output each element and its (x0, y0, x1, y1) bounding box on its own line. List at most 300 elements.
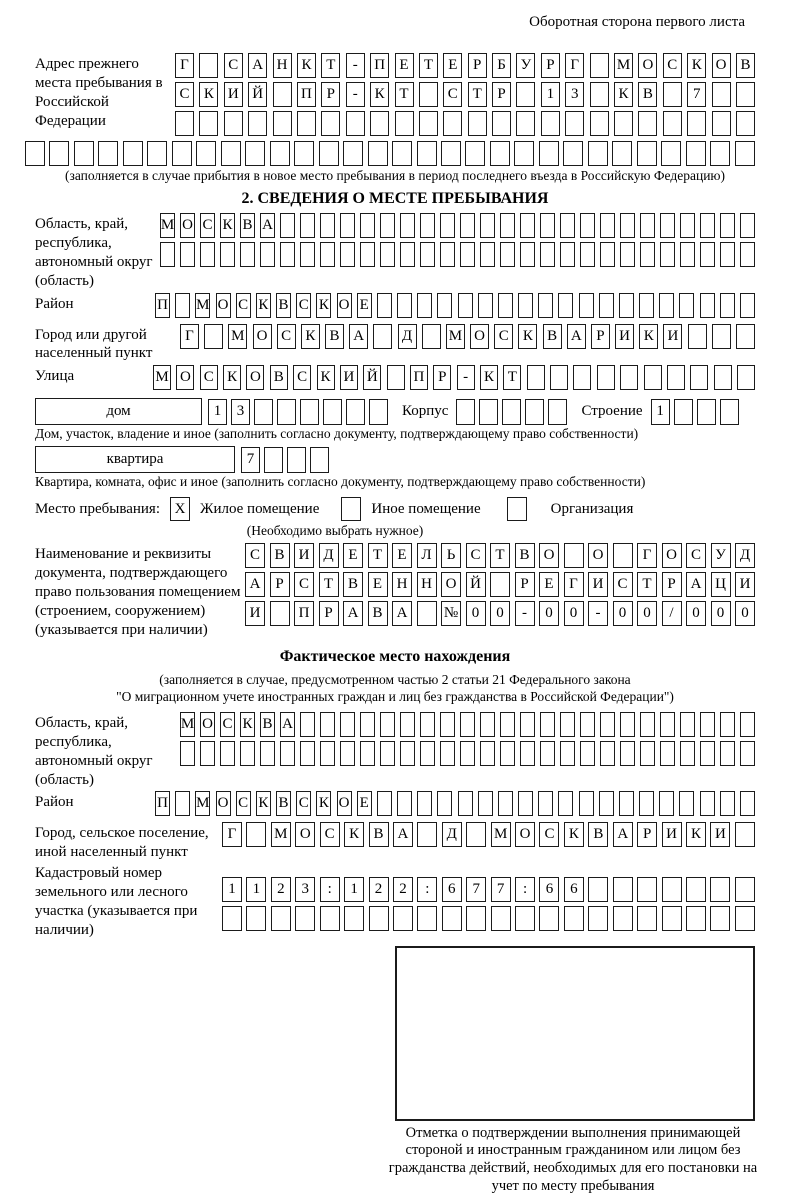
char-box[interactable]: Т (490, 543, 510, 568)
char-box[interactable] (440, 712, 455, 737)
char-box[interactable] (712, 111, 731, 136)
char-box[interactable]: П (410, 365, 428, 390)
char-box[interactable] (573, 365, 591, 390)
char-box[interactable]: Т (419, 53, 438, 78)
char-box[interactable] (548, 399, 567, 425)
char-box[interactable] (380, 213, 395, 238)
char-box[interactable] (500, 741, 515, 766)
char-box[interactable]: О (176, 365, 194, 390)
char-box[interactable] (700, 242, 715, 267)
char-box[interactable]: К (370, 82, 389, 107)
char-box[interactable] (714, 365, 732, 390)
char-box[interactable]: 2 (271, 877, 291, 902)
char-box[interactable] (380, 242, 395, 267)
char-box[interactable] (443, 111, 462, 136)
char-box[interactable] (700, 293, 715, 318)
char-box[interactable]: К (223, 365, 241, 390)
char-box[interactable] (712, 324, 731, 349)
char-box[interactable] (540, 741, 555, 766)
char-box[interactable] (735, 877, 755, 902)
char-box[interactable] (480, 741, 495, 766)
char-box[interactable] (417, 293, 432, 318)
char-box[interactable] (320, 213, 335, 238)
char-box[interactable] (686, 877, 706, 902)
char-box[interactable]: К (317, 365, 335, 390)
char-box[interactable]: П (155, 791, 170, 816)
char-box[interactable] (246, 822, 266, 847)
char-box[interactable]: Н (273, 53, 292, 78)
char-box[interactable] (700, 712, 715, 737)
char-box[interactable] (490, 141, 510, 166)
char-box[interactable] (480, 712, 495, 737)
char-box[interactable]: В (276, 293, 291, 318)
char-box[interactable] (740, 712, 755, 737)
char-box[interactable]: О (216, 293, 231, 318)
char-box[interactable] (417, 906, 437, 931)
char-box[interactable] (340, 242, 355, 267)
char-box[interactable] (644, 365, 662, 390)
char-box[interactable] (613, 877, 633, 902)
char-box[interactable] (220, 741, 235, 766)
char-box[interactable] (588, 877, 608, 902)
char-box[interactable]: В (368, 601, 388, 626)
char-box[interactable] (280, 741, 295, 766)
char-box[interactable]: О (441, 572, 461, 597)
char-box[interactable] (710, 906, 730, 931)
char-box[interactable] (200, 741, 215, 766)
char-box[interactable]: 1 (208, 399, 227, 425)
char-box[interactable]: М (271, 822, 291, 847)
char-box[interactable]: М (180, 712, 195, 737)
char-box[interactable]: Р (637, 822, 657, 847)
char-box[interactable] (417, 791, 432, 816)
char-box[interactable]: 0 (735, 601, 755, 626)
char-box[interactable] (550, 365, 568, 390)
char-box[interactable] (736, 82, 755, 107)
char-box[interactable] (560, 213, 575, 238)
char-box[interactable] (740, 242, 755, 267)
char-box[interactable] (740, 293, 755, 318)
char-box[interactable]: 2 (393, 877, 413, 902)
char-box[interactable]: А (245, 572, 265, 597)
char-box[interactable]: Ц (711, 572, 731, 597)
char-box[interactable]: Т (321, 53, 340, 78)
char-box[interactable] (600, 741, 615, 766)
char-box[interactable] (360, 213, 375, 238)
char-box[interactable] (98, 141, 118, 166)
char-box[interactable] (712, 82, 731, 107)
char-box[interactable] (679, 293, 694, 318)
char-box[interactable]: М (614, 53, 633, 78)
char-box[interactable]: М (195, 293, 210, 318)
char-box[interactable] (600, 213, 615, 238)
char-box[interactable]: 3 (231, 399, 250, 425)
char-box[interactable] (498, 293, 513, 318)
char-box[interactable] (466, 906, 486, 931)
char-box[interactable]: И (662, 822, 682, 847)
char-box[interactable]: О (470, 324, 489, 349)
char-box[interactable]: М (446, 324, 465, 349)
char-box[interactable] (180, 242, 195, 267)
char-box[interactable] (180, 741, 195, 766)
char-box[interactable]: О (515, 822, 535, 847)
char-box[interactable]: 0 (490, 601, 510, 626)
char-box[interactable] (560, 242, 575, 267)
char-box[interactable]: О (712, 53, 731, 78)
char-box[interactable]: 1 (344, 877, 364, 902)
char-box[interactable]: О (588, 543, 608, 568)
char-box[interactable]: Д (735, 543, 755, 568)
char-box[interactable] (498, 791, 513, 816)
char-box[interactable] (638, 111, 657, 136)
char-box[interactable]: : (515, 877, 535, 902)
char-box[interactable] (740, 791, 755, 816)
char-box[interactable] (686, 906, 706, 931)
char-box[interactable] (456, 399, 475, 425)
char-box[interactable]: 0 (613, 601, 633, 626)
char-box[interactable] (720, 791, 735, 816)
char-box[interactable] (346, 399, 365, 425)
checkbox-organizaciya[interactable] (507, 497, 527, 521)
char-box[interactable]: Р (541, 53, 560, 78)
char-box[interactable] (440, 242, 455, 267)
char-box[interactable] (740, 213, 755, 238)
char-box[interactable] (637, 877, 657, 902)
char-box[interactable]: О (337, 293, 352, 318)
char-box[interactable] (637, 906, 657, 931)
char-box[interactable] (639, 293, 654, 318)
char-box[interactable]: К (687, 53, 706, 78)
char-box[interactable] (360, 242, 375, 267)
char-box[interactable] (420, 712, 435, 737)
char-box[interactable] (420, 242, 435, 267)
char-box[interactable]: К (301, 324, 320, 349)
char-box[interactable] (377, 791, 392, 816)
char-box[interactable] (420, 741, 435, 766)
char-box[interactable]: О (638, 53, 657, 78)
char-box[interactable] (588, 141, 608, 166)
char-box[interactable] (540, 213, 555, 238)
char-box[interactable] (380, 712, 395, 737)
char-box[interactable]: В (260, 712, 275, 737)
char-box[interactable]: - (346, 53, 365, 78)
char-box[interactable] (697, 399, 716, 425)
char-box[interactable] (502, 399, 521, 425)
char-box[interactable]: К (518, 324, 537, 349)
char-box[interactable] (613, 906, 633, 931)
char-box[interactable]: 7 (466, 877, 486, 902)
char-box[interactable] (720, 293, 735, 318)
char-box[interactable]: Р (468, 53, 487, 78)
char-box[interactable]: Е (443, 53, 462, 78)
char-box[interactable] (287, 447, 306, 473)
char-box[interactable] (294, 141, 314, 166)
char-box[interactable] (280, 242, 295, 267)
char-box[interactable] (660, 213, 675, 238)
char-box[interactable]: М (228, 324, 247, 349)
char-box[interactable]: К (344, 822, 364, 847)
char-box[interactable] (690, 365, 708, 390)
char-box[interactable]: Г (565, 53, 584, 78)
char-box[interactable] (419, 82, 438, 107)
char-box[interactable] (222, 906, 242, 931)
char-box[interactable] (640, 213, 655, 238)
char-box[interactable] (175, 791, 190, 816)
char-box[interactable] (295, 906, 315, 931)
char-box[interactable]: Л (417, 543, 437, 568)
char-box[interactable] (323, 399, 342, 425)
char-box[interactable] (720, 399, 739, 425)
char-box[interactable]: Т (468, 82, 487, 107)
char-box[interactable]: С (466, 543, 486, 568)
char-box[interactable]: Т (503, 365, 521, 390)
char-box[interactable]: Н (392, 572, 412, 597)
char-box[interactable]: 3 (565, 82, 584, 107)
char-box[interactable]: Е (368, 572, 388, 597)
char-box[interactable]: И (663, 324, 682, 349)
char-box[interactable]: О (180, 213, 195, 238)
char-box[interactable] (480, 242, 495, 267)
char-box[interactable] (720, 741, 735, 766)
char-box[interactable]: 0 (539, 601, 559, 626)
char-box[interactable] (465, 141, 485, 166)
char-box[interactable]: К (686, 822, 706, 847)
char-box[interactable] (619, 791, 634, 816)
char-box[interactable]: Р (433, 365, 451, 390)
char-box[interactable]: А (567, 324, 586, 349)
char-box[interactable] (377, 293, 392, 318)
char-box[interactable]: С (613, 572, 633, 597)
char-box[interactable] (660, 242, 675, 267)
char-box[interactable] (490, 572, 510, 597)
char-box[interactable] (245, 141, 265, 166)
char-box[interactable] (297, 111, 316, 136)
char-box[interactable] (221, 141, 241, 166)
char-box[interactable] (516, 111, 535, 136)
char-box[interactable]: 1 (246, 877, 266, 902)
char-box[interactable] (400, 213, 415, 238)
char-box[interactable]: С (245, 543, 265, 568)
char-box[interactable] (147, 141, 167, 166)
char-box[interactable]: М (160, 213, 175, 238)
char-box[interactable]: Й (466, 572, 486, 597)
char-box[interactable] (558, 293, 573, 318)
char-box[interactable]: С (296, 293, 311, 318)
char-box[interactable]: П (297, 82, 316, 107)
char-box[interactable]: И (224, 82, 243, 107)
char-box[interactable] (320, 712, 335, 737)
char-box[interactable]: С (220, 712, 235, 737)
char-box[interactable] (580, 712, 595, 737)
char-box[interactable] (460, 242, 475, 267)
char-box[interactable]: Е (395, 53, 414, 78)
char-box[interactable] (270, 141, 290, 166)
char-box[interactable] (437, 791, 452, 816)
char-box[interactable]: Т (395, 82, 414, 107)
char-box[interactable]: И (615, 324, 634, 349)
char-box[interactable] (720, 213, 735, 238)
char-box[interactable] (599, 293, 614, 318)
char-box[interactable]: 0 (637, 601, 657, 626)
char-box[interactable] (264, 447, 283, 473)
char-box[interactable]: О (246, 365, 264, 390)
char-box[interactable]: М (491, 822, 511, 847)
char-box[interactable] (440, 213, 455, 238)
char-box[interactable]: С (224, 53, 243, 78)
char-box[interactable] (369, 906, 389, 931)
char-box[interactable]: 6 (539, 877, 559, 902)
char-box[interactable] (590, 111, 609, 136)
char-box[interactable] (441, 141, 461, 166)
char-box[interactable] (720, 712, 735, 737)
char-box[interactable]: У (516, 53, 535, 78)
char-box[interactable] (520, 242, 535, 267)
char-box[interactable] (500, 712, 515, 737)
char-box[interactable]: Е (357, 791, 372, 816)
char-box[interactable]: 6 (442, 877, 462, 902)
char-box[interactable] (700, 791, 715, 816)
char-box[interactable]: В (515, 543, 535, 568)
char-box[interactable] (175, 111, 194, 136)
char-box[interactable]: А (280, 712, 295, 737)
char-box[interactable] (240, 242, 255, 267)
char-box[interactable] (590, 82, 609, 107)
char-box[interactable]: О (337, 791, 352, 816)
char-box[interactable] (527, 365, 545, 390)
char-box[interactable]: С (236, 791, 251, 816)
char-box[interactable] (422, 324, 441, 349)
char-box[interactable] (539, 141, 559, 166)
char-box[interactable]: 0 (686, 601, 706, 626)
char-box[interactable]: Р (591, 324, 610, 349)
char-box[interactable]: С (296, 791, 311, 816)
char-box[interactable] (541, 111, 560, 136)
char-box[interactable] (417, 141, 437, 166)
char-box[interactable] (700, 741, 715, 766)
char-box[interactable] (300, 399, 319, 425)
char-box[interactable] (369, 399, 388, 425)
char-box[interactable] (460, 712, 475, 737)
char-box[interactable] (680, 741, 695, 766)
char-box[interactable]: А (393, 822, 413, 847)
char-box[interactable] (417, 822, 437, 847)
char-box[interactable] (200, 242, 215, 267)
char-box[interactable]: Т (637, 572, 657, 597)
char-box[interactable]: 3 (295, 877, 315, 902)
char-box[interactable] (599, 791, 614, 816)
char-box[interactable] (580, 741, 595, 766)
char-box[interactable]: В (343, 572, 363, 597)
char-box[interactable] (397, 791, 412, 816)
char-box[interactable] (458, 293, 473, 318)
char-box[interactable] (736, 111, 755, 136)
char-box[interactable] (679, 791, 694, 816)
char-box[interactable]: А (613, 822, 633, 847)
char-box[interactable]: 1 (651, 399, 670, 425)
char-box[interactable] (500, 242, 515, 267)
char-box[interactable] (199, 111, 218, 136)
char-box[interactable] (478, 791, 493, 816)
char-box[interactable] (310, 447, 329, 473)
char-box[interactable] (346, 111, 365, 136)
char-box[interactable]: № (441, 601, 461, 626)
char-box[interactable] (74, 141, 94, 166)
char-box[interactable]: Ь (441, 543, 461, 568)
char-box[interactable] (700, 213, 715, 238)
char-box[interactable] (600, 712, 615, 737)
char-box[interactable]: Е (539, 572, 559, 597)
char-box[interactable] (539, 906, 559, 931)
char-box[interactable] (740, 741, 755, 766)
char-box[interactable] (380, 741, 395, 766)
char-box[interactable]: Т (368, 543, 388, 568)
char-box[interactable]: И (735, 572, 755, 597)
char-box[interactable] (400, 242, 415, 267)
char-box[interactable] (273, 82, 292, 107)
char-box[interactable]: Б (492, 53, 511, 78)
char-box[interactable] (273, 111, 292, 136)
char-box[interactable] (320, 741, 335, 766)
char-box[interactable]: Р (662, 572, 682, 597)
char-box[interactable] (344, 906, 364, 931)
char-box[interactable] (619, 293, 634, 318)
char-box[interactable]: К (220, 213, 235, 238)
char-box[interactable] (735, 141, 755, 166)
char-box[interactable] (395, 111, 414, 136)
char-box[interactable] (49, 141, 69, 166)
char-box[interactable] (224, 111, 243, 136)
char-box[interactable]: Р (270, 572, 290, 597)
char-box[interactable]: И (245, 601, 265, 626)
char-box[interactable] (680, 712, 695, 737)
char-box[interactable] (393, 906, 413, 931)
char-box[interactable]: 0 (466, 601, 486, 626)
char-box[interactable] (538, 293, 553, 318)
checkbox-inoe[interactable] (341, 497, 361, 521)
char-box[interactable]: - (515, 601, 535, 626)
char-box[interactable] (468, 111, 487, 136)
char-box[interactable]: 1 (541, 82, 560, 107)
char-box[interactable] (460, 741, 475, 766)
char-box[interactable]: А (260, 213, 275, 238)
char-box[interactable] (518, 791, 533, 816)
char-box[interactable]: О (662, 543, 682, 568)
char-box[interactable] (560, 741, 575, 766)
char-box[interactable] (687, 111, 706, 136)
char-box[interactable] (720, 242, 735, 267)
char-box[interactable]: В (240, 213, 255, 238)
char-box[interactable]: 7 (687, 82, 706, 107)
char-box[interactable] (400, 741, 415, 766)
char-box[interactable] (659, 293, 674, 318)
char-box[interactable]: 7 (241, 447, 260, 473)
char-box[interactable] (580, 213, 595, 238)
char-box[interactable]: С (175, 82, 194, 107)
char-box[interactable] (590, 53, 609, 78)
char-box[interactable] (620, 242, 635, 267)
char-box[interactable]: 7 (491, 877, 511, 902)
char-box[interactable]: - (588, 601, 608, 626)
char-box[interactable] (520, 712, 535, 737)
char-box[interactable]: К (316, 791, 331, 816)
char-box[interactable] (340, 213, 355, 238)
char-box[interactable] (674, 399, 693, 425)
char-box[interactable] (160, 242, 175, 267)
char-box[interactable] (667, 365, 685, 390)
char-box[interactable] (204, 324, 223, 349)
char-box[interactable] (600, 242, 615, 267)
char-box[interactable]: 6 (564, 877, 584, 902)
